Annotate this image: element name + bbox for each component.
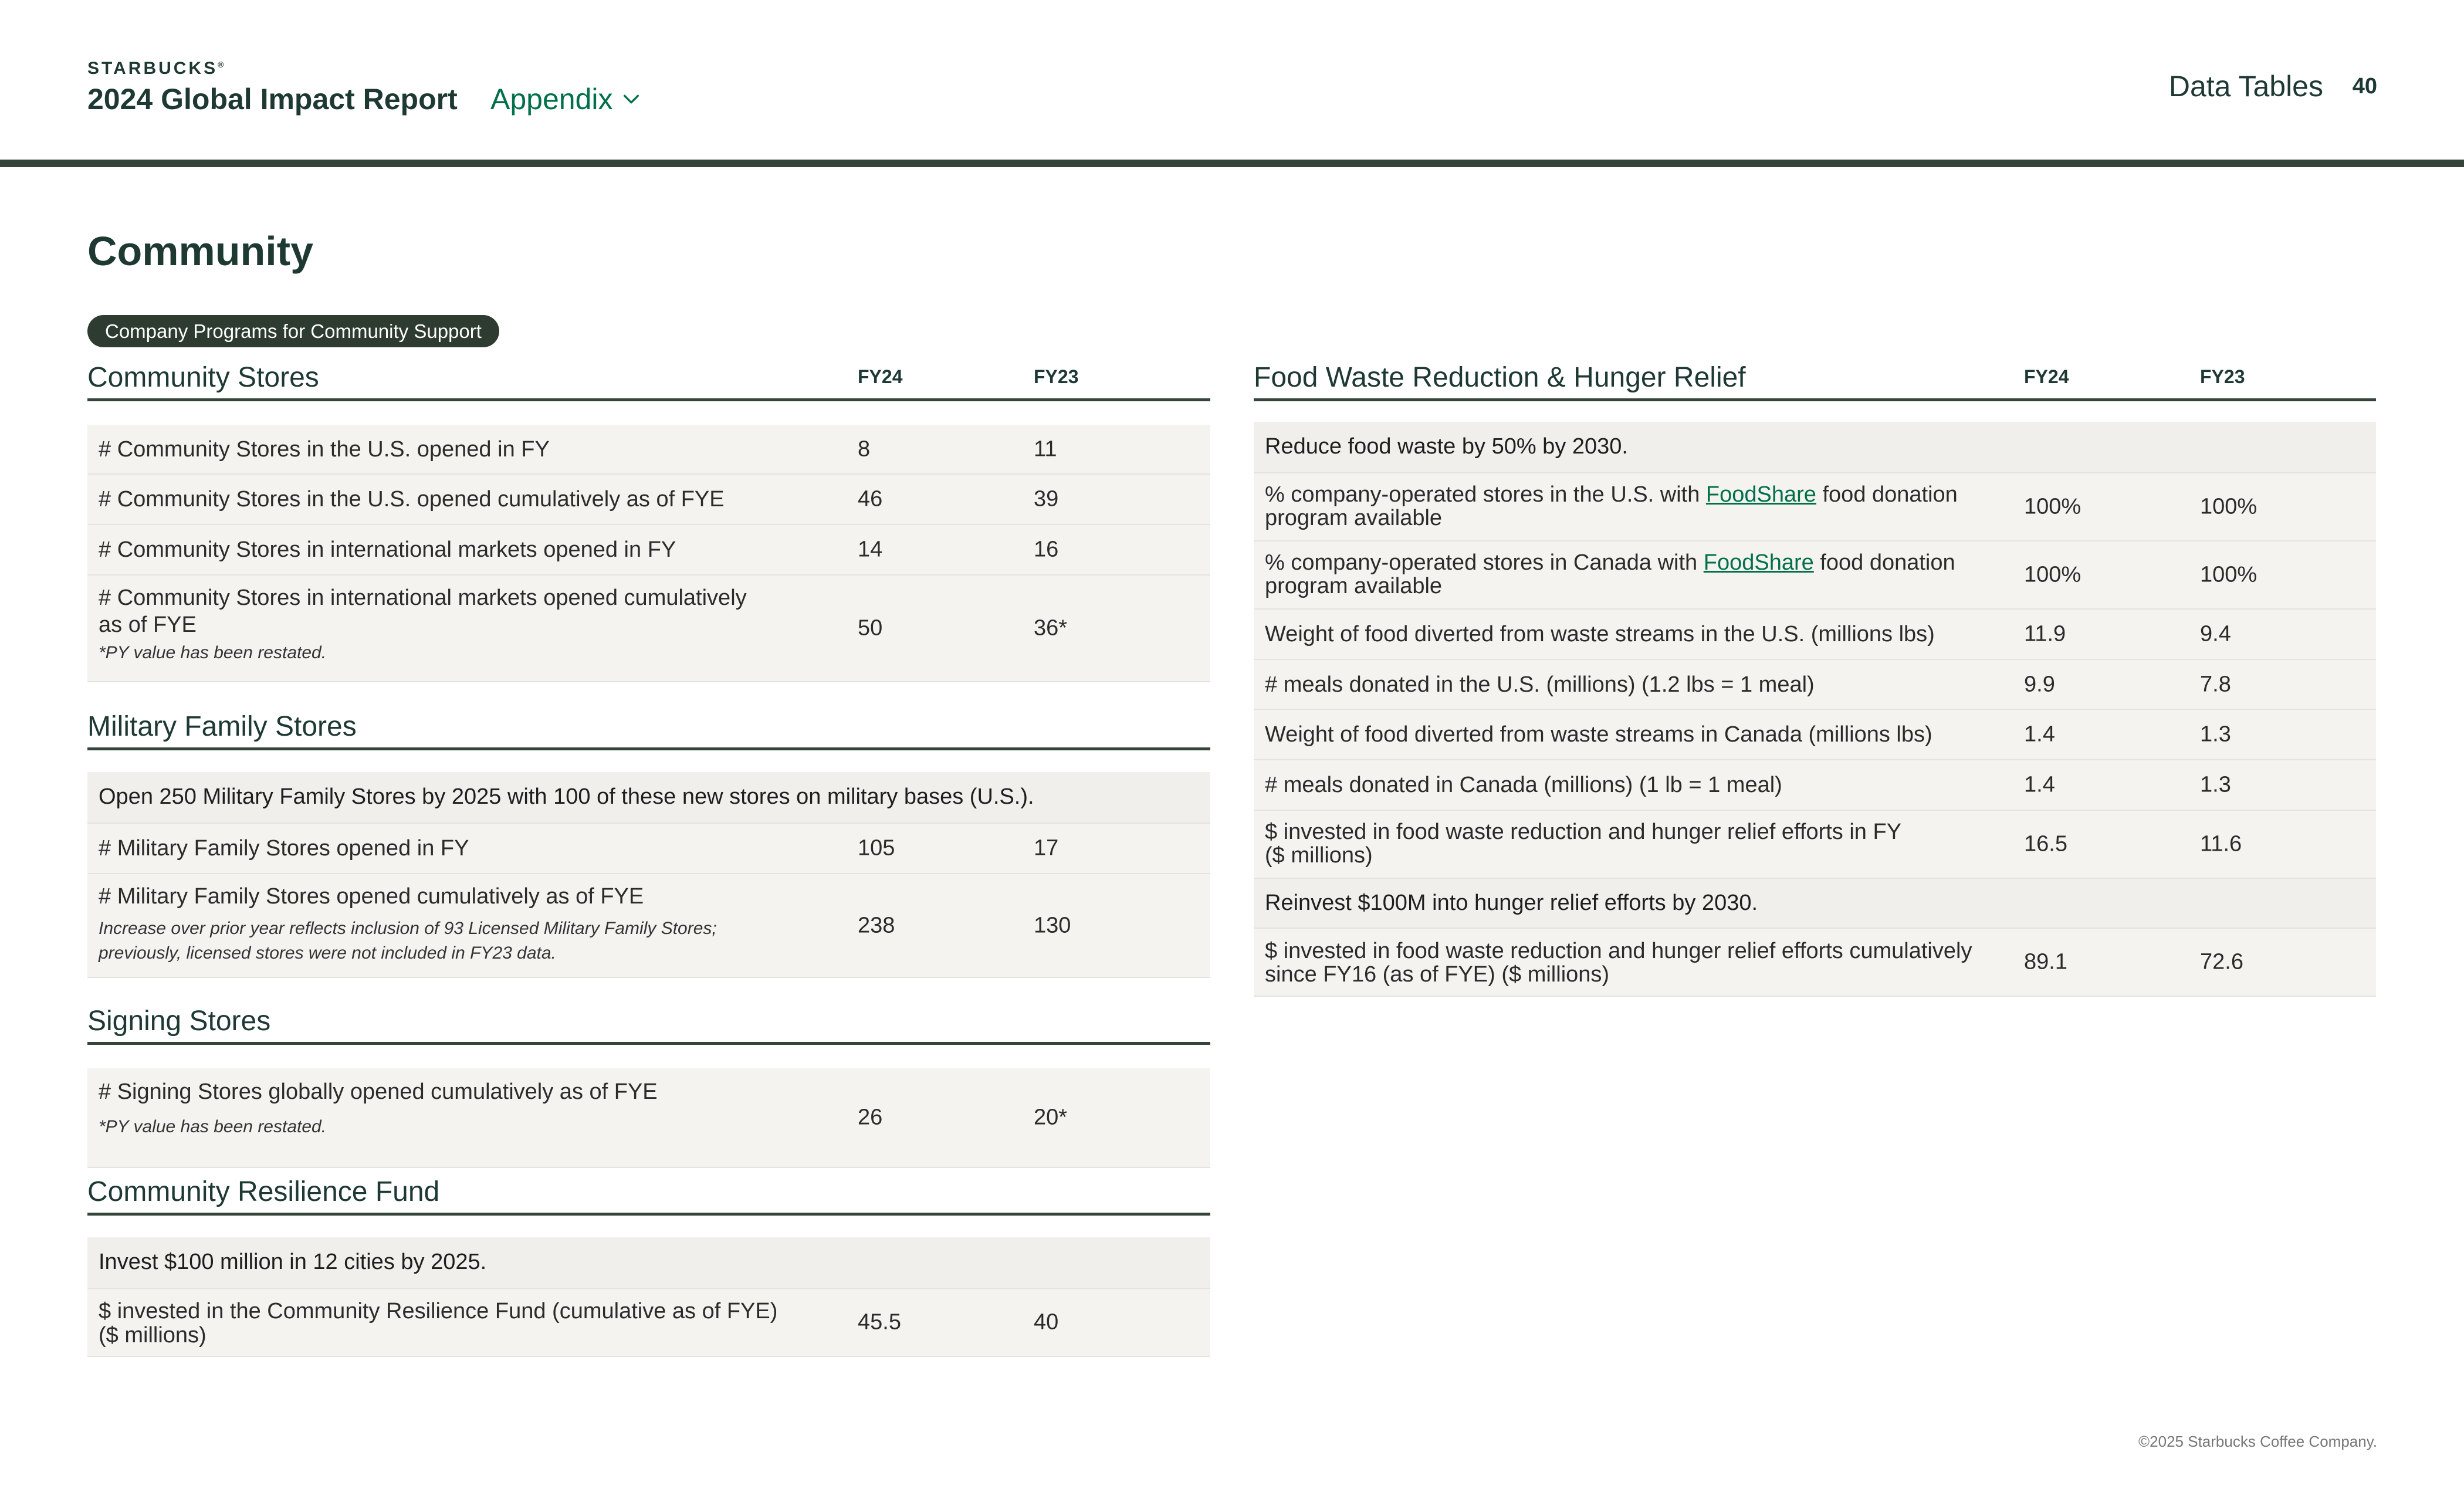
foodshare-link[interactable]: FoodShare (1703, 550, 1814, 575)
appendix-nav-label[interactable]: Appendix (490, 83, 613, 116)
goal-row (1254, 879, 2376, 929)
table-row (87, 1289, 1210, 1357)
goal-text: Invest $100 million in 12 cities by 2025. (99, 1250, 487, 1274)
row-label-line-1: % company-operated stores in the U.S. with FoodShare food donation (1265, 482, 1958, 507)
foodshare-link[interactable]: FoodShare (1705, 482, 1816, 507)
table-row (87, 475, 1210, 525)
row-label: # meals donated in Canada (millions) (1 lb = 1 meal) (1265, 773, 1782, 797)
fy24-value: 11.9 (2024, 621, 2066, 647)
row-footnote: *PY value has been restated. (99, 643, 327, 662)
fy23-value: 11.6 (2200, 831, 2242, 857)
row-label: # Military Family Stores opened in FY (99, 836, 469, 861)
fy23-value: 40 (1034, 1309, 1059, 1335)
community-stores-table (87, 364, 1210, 682)
fy23-value: 16 (1034, 537, 1059, 562)
row-label: # meals donated in the U.S. (millions) (1.2 lbs = 1 meal) (1265, 672, 1815, 697)
fy24-value: 45.5 (858, 1309, 901, 1335)
row-label-line-2: ($ millions) (99, 1323, 207, 1348)
table-title: Community Resilience Fund (87, 1176, 440, 1207)
copyright-notice: ©2025 Starbucks Coffee Company. (2138, 1433, 2377, 1450)
row-footnote-line-1: Increase over prior year reflects inclusion of 93 Licensed Military Family Stores; (99, 919, 717, 938)
fy23-value: 1.3 (2200, 722, 2231, 747)
table-header (1254, 364, 2376, 401)
category-pill: Company Programs for Community Support (87, 315, 499, 347)
table-header (87, 1178, 1210, 1216)
goal-text: Reduce food waste by 50% by 2030. (1265, 434, 1628, 459)
fy23-value: 39 (1034, 486, 1059, 512)
table-row (87, 1068, 1210, 1168)
fy23-value: 20* (1034, 1105, 1068, 1130)
fy23-header: FY23 (2200, 366, 2245, 387)
fy23-value: 100% (2200, 494, 2257, 519)
food-waste-table (1254, 364, 2376, 997)
table-title: Food Waste Reduction & Hunger Relief (1254, 362, 1746, 393)
row-label: # Community Stores in the U.S. opened cumulatively as of FYE (99, 487, 725, 512)
table-header (87, 364, 1210, 401)
appendix-nav-dropdown[interactable] (490, 82, 641, 116)
row-footnote: *PY value has been restated. (99, 1117, 327, 1136)
row-label-line-1: $ invested in the Community Resilience Fund (cumulative as of FYE) (99, 1299, 778, 1324)
table-row (1254, 811, 2376, 879)
fy23-value: 9.4 (2200, 621, 2231, 647)
fy24-value: 9.9 (2024, 672, 2055, 696)
fy23-value: 72.6 (2200, 949, 2243, 974)
fy24-value: 1.4 (2024, 722, 2055, 747)
row-label-line-2: program available (1265, 574, 1443, 598)
row-label: # Signing Stores globally opened cumulatively as of FYE (99, 1079, 658, 1104)
row-label-line-1: % company-operated stores in Canada with FoodShare food donation (1265, 550, 1955, 575)
fy24-value: 100% (2024, 562, 2081, 587)
brand-wordmark[interactable]: STARBUCKS® (87, 59, 224, 78)
chevron-down-icon[interactable] (621, 89, 641, 109)
goal-text: Reinvest $100M into hunger relief efforts by 2030. (1265, 891, 1758, 915)
table-header (87, 1007, 1210, 1045)
page-title: Community (87, 228, 313, 274)
fy23-value: 36* (1034, 615, 1068, 641)
table-row (1254, 710, 2376, 760)
report-header (0, 0, 2464, 167)
fy23-value: 11 (1034, 436, 1057, 461)
row-label: Weight of food diverted from waste streams in Canada (millions lbs) (1265, 722, 1932, 747)
row-label: # Community Stores in the U.S. opened in FY (99, 437, 550, 462)
table-header (87, 713, 1210, 750)
military-family-stores-table (87, 713, 1210, 978)
fy24-value: 16.5 (2024, 831, 2067, 857)
table-row (87, 874, 1210, 978)
fy24-value: 89.1 (2024, 949, 2067, 974)
registered-mark: ® (218, 60, 224, 69)
goal-row (87, 772, 1210, 824)
row-label-line-2: program available (1265, 506, 1443, 530)
fy24-value: 14 (858, 537, 883, 562)
report-title[interactable]: 2024 Global Impact Report (87, 83, 458, 116)
fy24-value: 105 (858, 835, 895, 861)
table-title: Signing Stores (87, 1006, 271, 1037)
fy23-value: 1.3 (2200, 772, 2231, 797)
fy24-value: 8 (858, 436, 871, 461)
fy23-value: 100% (2200, 562, 2257, 587)
fy23-header: FY23 (1034, 366, 1079, 387)
goal-row (1254, 422, 2376, 473)
row-label: # Military Family Stores opened cumulatively as of FYE (99, 884, 644, 909)
table-row (1254, 610, 2376, 660)
table-row (87, 824, 1210, 874)
fy24-header: FY24 (858, 366, 903, 387)
goal-row (87, 1237, 1210, 1289)
fy24-value: 100% (2024, 494, 2081, 519)
table-row (1254, 929, 2376, 997)
row-label-line-2: as of FYE (99, 612, 197, 637)
row-label-line-1: $ invested in food waste reduction and hunger relief efforts cumulatively (1265, 939, 1972, 963)
row-footnote-line-2: previously, licensed stores were not included in FY23 data. (99, 943, 556, 963)
fy23-value: 130 (1034, 913, 1071, 937)
fy24-header: FY24 (2024, 366, 2069, 387)
fy23-value: 17 (1034, 835, 1059, 861)
fy24-value: 50 (858, 615, 883, 641)
table-row (1254, 541, 2376, 610)
table-title: Community Stores (87, 362, 319, 393)
row-label: # Community Stores in international markets opened in FY (99, 537, 676, 562)
table-row (1254, 760, 2376, 811)
fy24-value: 46 (858, 486, 883, 512)
row-label-line-1: # Community Stores in international markets opened cumulatively (99, 585, 747, 610)
community-resilience-fund-table (87, 1178, 1210, 1357)
section-name: Data Tables (2168, 70, 2323, 103)
fy23-value: 7.8 (2200, 672, 2231, 696)
table-row (87, 525, 1210, 576)
table-row (1254, 660, 2376, 710)
table-row (1254, 473, 2376, 541)
table-row (87, 425, 1210, 475)
signing-stores-table (87, 1007, 1210, 1168)
table-row (87, 576, 1210, 682)
row-label-line-2: since FY16 (as of FYE) ($ millions) (1265, 962, 1610, 987)
goal-text: Open 250 Military Family Stores by 2025 with 100 of these new stores on military bases (U.S.). (99, 784, 1034, 809)
page-number: 40 (2352, 74, 2377, 99)
row-label: Weight of food diverted from waste streams in the U.S. (millions lbs) (1265, 622, 1935, 647)
fy24-value: 238 (858, 913, 895, 937)
row-label-line-1: $ invested in food waste reduction and hunger relief efforts in FY (1265, 820, 1902, 844)
fy24-value: 1.4 (2024, 772, 2055, 797)
table-title: Military Family Stores (87, 711, 357, 742)
fy24-value: 26 (858, 1105, 883, 1130)
row-label-line-2: ($ millions) (1265, 843, 1373, 868)
